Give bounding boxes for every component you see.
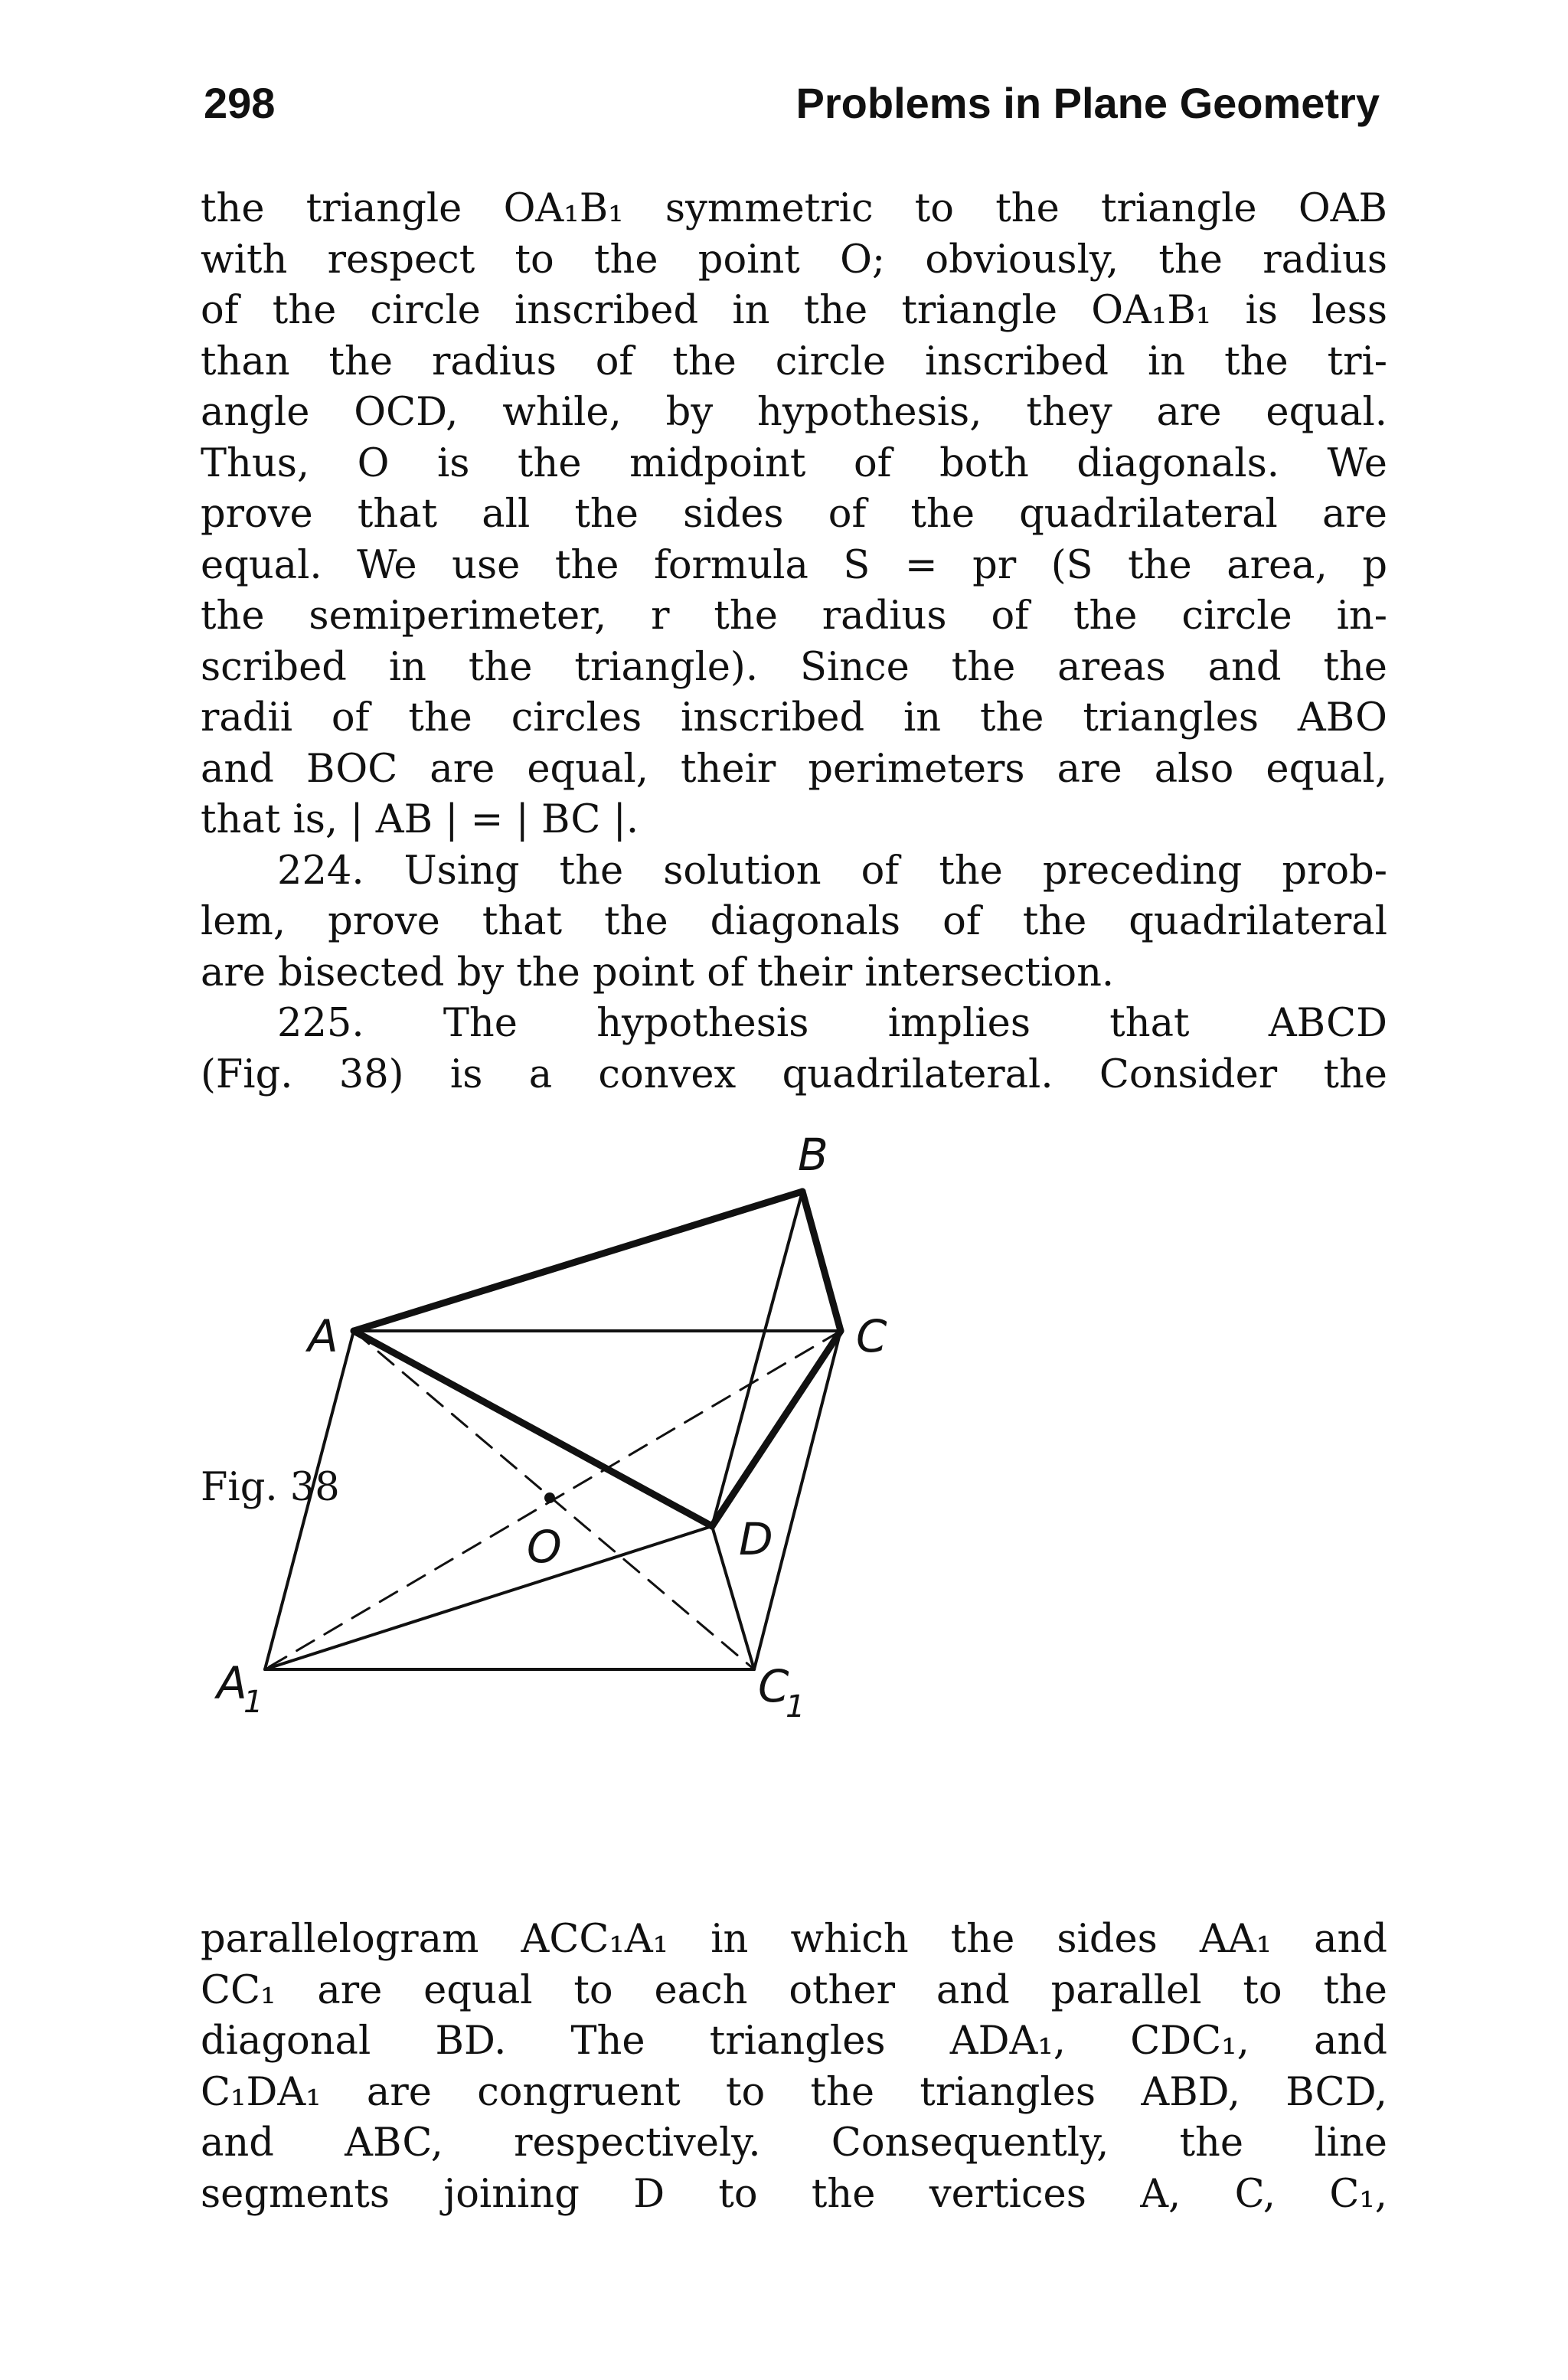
text-line: of the circle inscribed in the triangle OA₁B₁ is less	[201, 288, 1387, 333]
label-D: D	[739, 1513, 773, 1565]
text-line: the semiperimeter, r the radius of the circle in-	[201, 593, 1387, 639]
label-C: C	[856, 1310, 887, 1362]
text-line: C₁DA₁ are congruent to the triangles ABD, BCD,	[201, 2069, 1387, 2115]
body-text-top	[201, 184, 1387, 1100]
text-line: diagonal BD. The triangles ADA₁, CDC₁, and	[201, 2019, 1387, 2064]
problem-224-line: 224. Using the solution of the preceding prob-	[277, 848, 1387, 894]
segment-C1D	[712, 1526, 754, 1669]
text-line: lem, prove that the diagonals of the quadrilateral	[201, 899, 1387, 944]
segment-AB	[354, 1192, 802, 1331]
text-line: prove that all the sides of the quadrilateral are	[201, 492, 1387, 537]
text-line: CC₁ are equal to each other and parallel to the	[201, 1967, 1387, 2013]
segment-CC1	[754, 1331, 841, 1669]
figure-caption: Fig. 38	[201, 1465, 340, 1510]
label-A1: A	[217, 1657, 247, 1709]
body-text-bottom	[201, 1914, 1387, 2220]
label-O: O	[527, 1521, 562, 1573]
page-header	[204, 70, 1380, 136]
diagonal-CA1	[265, 1331, 841, 1669]
text-line: parallelogram ACC₁A₁ in which the sides AA₁ and	[201, 1917, 1387, 1962]
point-O	[544, 1492, 555, 1503]
text-line: that is, | AB | = | BC |.	[201, 797, 639, 842]
segment-CD	[712, 1331, 841, 1526]
problem-225-line: 225. The hypothesis implies that ABCD	[277, 1001, 1387, 1046]
text-line: Thus, O is the midpoint of both diagonals. We	[201, 440, 1387, 486]
running-head: Problems in Plane Geometry	[795, 79, 1380, 127]
text-line: and ABC, respectively. Consequently, the line	[201, 2120, 1387, 2166]
segment-BD	[712, 1192, 802, 1526]
text-line: segments joining D to the vertices A, C, C₁,	[201, 2171, 1387, 2217]
text-line: with respect to the point O; obviously, the radius	[201, 237, 1387, 283]
label-A1-subscript: 1	[243, 1685, 263, 1720]
text-line: radii of the circles inscribed in the triangles ABO	[201, 695, 1387, 740]
text-line: (Fig. 38) is a convex quadrilateral. Consider the	[201, 1051, 1387, 1097]
text-line: are bisected by the point of their intersection.	[201, 950, 1115, 995]
text-line: and BOC are equal, their perimeters are also equal,	[201, 746, 1387, 792]
text-line: scribed in the triangle). Since the areas and the	[201, 644, 1387, 690]
segment-BC	[802, 1192, 841, 1331]
label-C1-subscript: 1	[786, 1689, 805, 1725]
page-number: 298	[204, 79, 276, 127]
label-A: A	[308, 1310, 338, 1362]
label-C1: C	[758, 1660, 789, 1712]
text-line: the triangle OA₁B₁ symmetric to the triangle OAB	[201, 186, 1387, 231]
segment-AD	[354, 1331, 712, 1526]
diagonal-AC1	[354, 1331, 754, 1669]
text-line: angle OCD, while, by hypothesis, they are equal.	[201, 390, 1387, 435]
label-B: B	[798, 1129, 828, 1181]
text-line: equal. We use the formula S = pr (S the area, p	[201, 542, 1387, 588]
text-line: than the radius of the circle inscribed in the tri-	[201, 338, 1387, 384]
segment-A1D	[265, 1526, 712, 1669]
